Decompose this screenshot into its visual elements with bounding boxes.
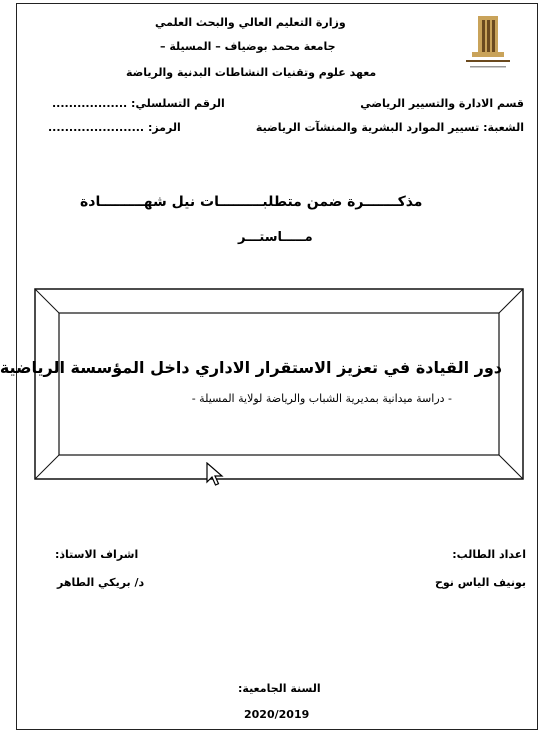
thesis-title: دور القيادة في تعزيز الاستقرار الاداري داخل المؤسسة الرياضية: [0, 358, 502, 377]
university-logo-icon: [460, 14, 516, 74]
branch-field: الشعبة: تسيير الموارد البشرية والمنشآت الرياضية: [255, 121, 524, 134]
supervisor-label: اشراف الاستاذ:: [55, 548, 139, 561]
code-field: الرمز: .......................: [48, 121, 181, 134]
student-label: اعداد الطالب:: [452, 548, 526, 561]
thesis-subtitle: - دراسة ميدانية بمديرية الشباب والرياضة لولاية المسيلة -: [191, 392, 452, 405]
supervisor-name: د/ بريكي الطاهر: [57, 576, 145, 589]
student-name: بونيف الياس نوح: [434, 576, 526, 589]
institute-line: معهد علوم وتقنيات النشاطات البدنية والرياضة: [126, 66, 377, 79]
academic-year-value: 2020/2019: [244, 708, 310, 721]
memo-heading: مذكـــــــرة ضمن متطلبـــــــــات نيل شهـــــــــادة: [80, 194, 423, 210]
title-frame: [34, 288, 524, 480]
memo-degree: مـــــاستـــر: [238, 230, 313, 245]
university-line: جامعة محمد بوضياف – المسيلة –: [160, 40, 336, 53]
ministry-line: وزارة التعليم العالي والبحث العلمي: [155, 16, 346, 29]
mouse-pointer-icon: [206, 462, 224, 488]
serial-number-field: الرقم التسلسلي: ..................: [52, 97, 225, 110]
academic-year-label: السنة الجامعية:: [238, 682, 321, 695]
department-field: قسم الادارة والتسيير الرياضي: [360, 97, 524, 110]
